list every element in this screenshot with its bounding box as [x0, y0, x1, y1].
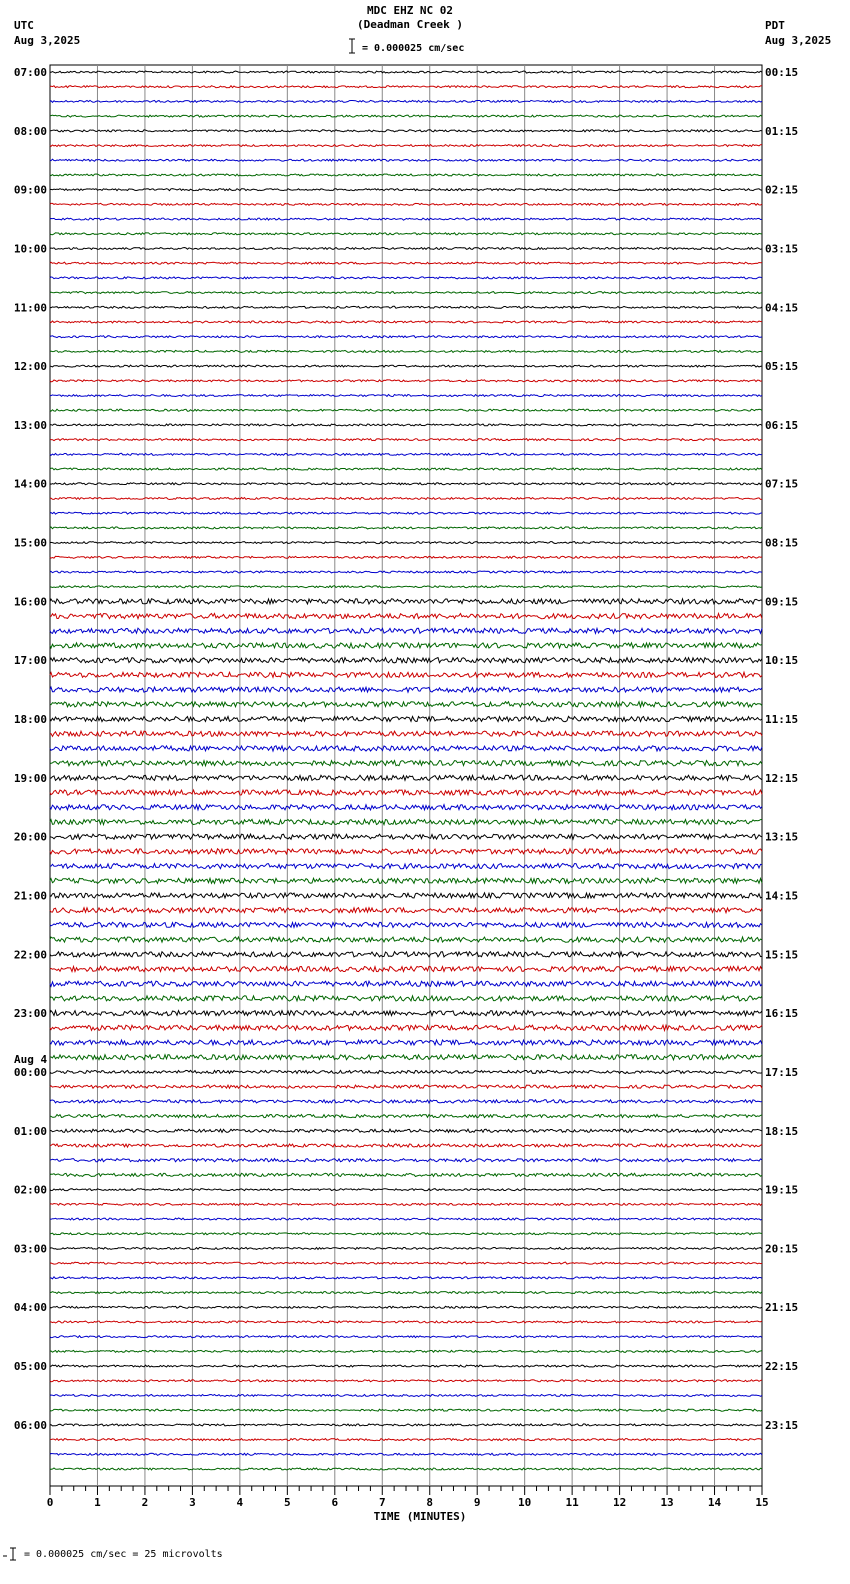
- utc-hour-label: 18:00: [13, 713, 47, 727]
- utc-hour-label: 19:00: [13, 771, 47, 785]
- pdt-hour-label: 06:15: [765, 418, 799, 432]
- trace-line: [50, 1218, 762, 1220]
- x-tick-label: 13: [660, 1496, 674, 1509]
- pdt-hour-label: 13:15: [765, 830, 799, 844]
- trace-line: [50, 1424, 762, 1426]
- trace-line: [50, 746, 762, 751]
- utc-hour-label: 00:00: [13, 1065, 47, 1079]
- trace-line: [50, 1453, 762, 1455]
- trace-line: [50, 1189, 762, 1191]
- trace-line: [50, 952, 762, 957]
- trace-line: [50, 498, 762, 500]
- trace-line: [50, 1173, 762, 1176]
- scale-bar-icon: [349, 39, 355, 53]
- utc-hour-label: 14:00: [13, 477, 47, 491]
- trace-line: [50, 908, 762, 913]
- utc-hour-label: 20:00: [13, 830, 47, 844]
- pdt-hour-label: 18:15: [765, 1124, 799, 1138]
- trace-line: [50, 922, 762, 927]
- trace-line: [50, 306, 762, 308]
- trace-line: [50, 716, 762, 721]
- pdt-hour-label: 02:15: [765, 183, 799, 197]
- trace-line: [50, 1100, 762, 1103]
- x-tick-label: 4: [236, 1496, 244, 1509]
- trace-line: [50, 702, 762, 707]
- trace-line: [50, 1247, 762, 1249]
- x-tick-label: 10: [518, 1496, 532, 1509]
- trace-line: [50, 453, 762, 455]
- trace-line: [50, 996, 762, 1001]
- pdt-hour-label: 15:15: [765, 948, 799, 962]
- trace-line: [50, 658, 762, 663]
- trace-line: [50, 643, 762, 648]
- trace-line: [50, 1292, 762, 1294]
- trace-line: [50, 424, 762, 426]
- trace-line: [50, 1233, 762, 1235]
- pdt-hour-label: 10:15: [765, 654, 799, 668]
- trace-line: [50, 174, 762, 176]
- pdt-hour-label: 20:15: [765, 1242, 799, 1256]
- trace-line: [50, 262, 762, 264]
- trace-line: [50, 599, 762, 604]
- trace-line: [50, 687, 762, 692]
- trace-line: [50, 981, 762, 986]
- trace-line: [50, 834, 762, 839]
- trace-line: [50, 380, 762, 382]
- trace-line: [50, 395, 762, 397]
- pdt-hour-label: 04:15: [765, 301, 799, 315]
- trace-line: [50, 145, 762, 147]
- trace-line: [50, 1409, 762, 1411]
- trace-line: [50, 628, 762, 633]
- utc-hour-label: 09:00: [13, 183, 47, 197]
- trace-line: [50, 350, 762, 352]
- pdt-hour-label: 11:15: [765, 713, 799, 727]
- trace-line: [50, 1350, 762, 1352]
- trace-line: [50, 805, 762, 810]
- trace-line: [50, 1321, 762, 1323]
- utc-hour-label: 07:00: [13, 66, 47, 79]
- utc-hour-label: 22:00: [13, 948, 47, 962]
- trace-line: [50, 761, 762, 766]
- trace-line: [50, 966, 762, 971]
- left-date: Aug 3,2025: [14, 34, 81, 47]
- footer-scale-bar-icon: [3, 1548, 16, 1560]
- trace-line: [50, 849, 762, 854]
- trace-line: [50, 556, 762, 558]
- trace-line: [50, 819, 762, 824]
- utc-hour-label: 11:00: [13, 301, 47, 315]
- trace-line: [50, 248, 762, 250]
- pdt-hour-label: 07:15: [765, 477, 799, 491]
- trace-line: [50, 1468, 762, 1470]
- trace-line: [50, 1085, 762, 1088]
- utc-hour-label: 21:00: [13, 889, 47, 903]
- trace-line: [50, 1070, 762, 1073]
- trace-line: [50, 731, 762, 736]
- x-tick-label: 2: [141, 1496, 149, 1509]
- right-date: Aug 3,2025: [765, 34, 832, 47]
- station-location: (Deadman Creek ): [357, 18, 463, 31]
- x-tick-label: 1: [94, 1496, 101, 1509]
- trace-line: [50, 71, 762, 73]
- trace-line: [50, 775, 762, 780]
- x-tick-label: 3: [189, 1496, 196, 1509]
- trace-line: [50, 1144, 762, 1147]
- trace-line: [50, 1011, 762, 1016]
- trace-line: [50, 542, 762, 544]
- trace-line: [50, 159, 762, 161]
- trace-line: [50, 937, 762, 942]
- pdt-hour-label: 16:15: [765, 1007, 799, 1021]
- utc-hour-label: 02:00: [13, 1183, 47, 1197]
- station-title: MDC EHZ NC 02: [366, 4, 454, 17]
- x-tick-label: 9: [473, 1496, 481, 1509]
- trace-line: [50, 1025, 762, 1030]
- trace-line: [50, 1380, 762, 1382]
- right-timezone: PDT: [765, 19, 785, 32]
- trace-line: [50, 1159, 762, 1162]
- trace-line: [50, 1365, 762, 1367]
- trace-line: [50, 277, 762, 279]
- utc-hour-label: 05:00: [13, 1360, 47, 1374]
- pdt-hour-label: 00:15: [765, 66, 799, 79]
- trace-line: [50, 586, 762, 588]
- trace-line: [50, 512, 762, 514]
- trace-line: [50, 100, 762, 102]
- x-tick-label: 8: [426, 1496, 434, 1509]
- trace-line: [50, 878, 762, 883]
- trace-line: [50, 1439, 762, 1441]
- x-tick-label: 0: [46, 1496, 54, 1509]
- utc-hour-label: 13:00: [13, 418, 47, 432]
- trace-line: [50, 790, 762, 795]
- trace-line: [50, 614, 762, 619]
- trace-line: [50, 1336, 762, 1338]
- x-tick-label: 7: [378, 1496, 386, 1509]
- trace-line: [50, 1115, 762, 1118]
- utc-hour-label: 17:00: [13, 654, 47, 668]
- left-timezone: UTC: [14, 19, 34, 32]
- utc-hour-label: 03:00: [13, 1242, 47, 1256]
- x-tick-label: 14: [707, 1496, 722, 1509]
- trace-line: [50, 86, 762, 88]
- trace-line: [50, 571, 762, 573]
- utc-hour-label: 10:00: [13, 242, 47, 256]
- utc-hour-label: 06:00: [13, 1418, 47, 1432]
- pdt-hour-label: 21:15: [765, 1301, 799, 1315]
- x-tick-label: 15: [755, 1496, 769, 1509]
- trace-line: [50, 1395, 762, 1397]
- pdt-hour-label: 22:15: [765, 1360, 799, 1374]
- trace-line: [50, 1306, 762, 1308]
- trace-line: [50, 864, 762, 869]
- trace-line: [50, 672, 762, 677]
- trace-line: [50, 483, 762, 485]
- utc-hour-label: 08:00: [13, 124, 47, 138]
- trace-line: [50, 189, 762, 191]
- trace-line: [50, 321, 762, 323]
- trace-line: [50, 893, 762, 898]
- pdt-hour-label: 03:15: [765, 242, 799, 256]
- pdt-hour-label: 14:15: [765, 889, 799, 903]
- trace-line: [50, 1040, 762, 1045]
- utc-hour-label: 16:00: [13, 595, 47, 609]
- footer-scale-note: = 0.000025 cm/sec = 25 microvolts: [24, 1549, 223, 1560]
- trace-line: [50, 409, 762, 411]
- trace-line: [50, 439, 762, 441]
- trace-line: [50, 1277, 762, 1279]
- trace-line: [50, 365, 762, 367]
- pdt-hour-label: 09:15: [765, 595, 799, 609]
- trace-line: [50, 527, 762, 529]
- trace-line: [50, 336, 762, 338]
- pdt-hour-label: 01:15: [765, 124, 799, 138]
- utc-hour-label: 01:00: [13, 1124, 47, 1138]
- x-axis-title: TIME (MINUTES): [373, 1510, 467, 1523]
- utc-hour-label: 15:00: [13, 536, 47, 550]
- day-change-label: Aug 4: [14, 1052, 48, 1066]
- scale-label: = 0.000025 cm/sec: [362, 43, 465, 54]
- x-tick-label: 5: [284, 1496, 291, 1509]
- utc-hour-label: 04:00: [13, 1301, 47, 1315]
- trace-line: [50, 292, 762, 294]
- pdt-hour-label: 05:15: [765, 360, 799, 374]
- pdt-hour-label: 19:15: [765, 1183, 799, 1197]
- trace-line: [50, 1262, 762, 1264]
- pdt-hour-label: 08:15: [765, 536, 799, 550]
- trace-line: [50, 468, 762, 470]
- trace-line: [50, 1129, 762, 1132]
- trace-line: [50, 115, 762, 117]
- trace-line: [50, 130, 762, 132]
- pdt-hour-label: 17:15: [765, 1065, 799, 1079]
- trace-line: [50, 1203, 762, 1205]
- trace-line: [50, 203, 762, 205]
- trace-line: [50, 218, 762, 220]
- pdt-hour-label: 12:15: [765, 771, 799, 785]
- x-tick-label: 12: [612, 1496, 627, 1509]
- pdt-hour-label: 23:15: [765, 1418, 799, 1432]
- x-tick-label: 6: [331, 1496, 339, 1509]
- trace-line: [50, 233, 762, 235]
- trace-line: [50, 1055, 762, 1060]
- utc-hour-label: 12:00: [13, 360, 47, 374]
- utc-hour-label: 23:00: [13, 1007, 47, 1021]
- x-tick-label: 11: [565, 1496, 579, 1509]
